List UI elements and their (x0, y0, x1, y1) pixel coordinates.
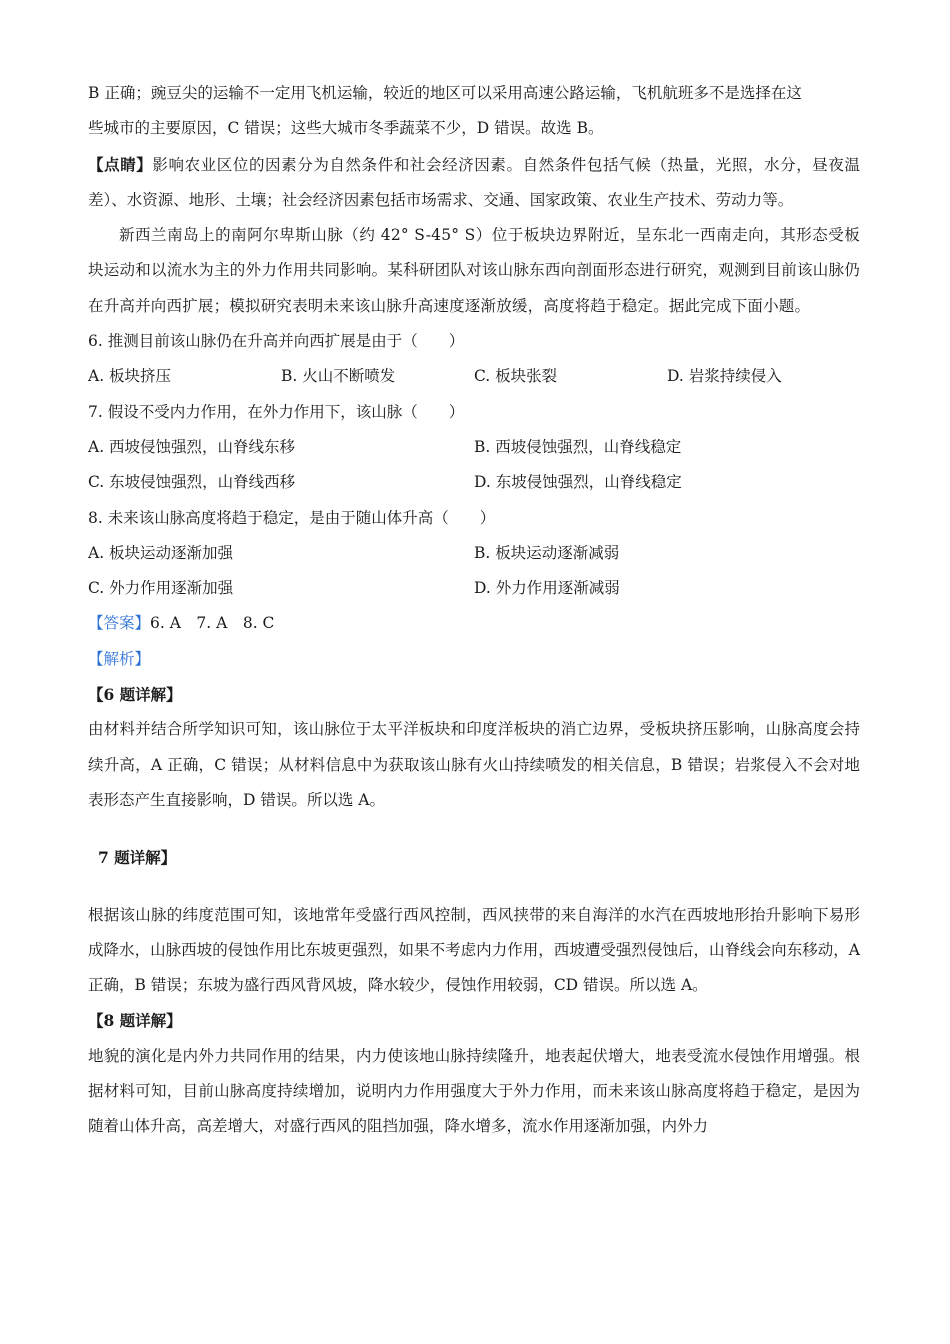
question-7-option-a: A. 西坡侵蚀强烈，山脊线东移 (88, 437, 296, 456)
spacer (88, 818, 860, 840)
detail-7-text: 根据该山脉的纬度范围可知，该地常年受盛行西风控制，西风挟带的来自海洋的水汽在西坡地形抬升影响下易形成降水，山脉西坡的侵蚀作用比东坡更强烈，如果不考虑内力作用，西坡遭受强烈侵蚀后，山脊线会向东移动，A 正确，B 错误；东坡为盛行西风背风坡，降水较少，侵蚀作用较弱，CD 错误。所以选 A。 (88, 905, 860, 995)
question-6-option-d: D. 岩浆持续侵入 (667, 367, 782, 386)
top-paragraph-line-2: 些城市的主要原因，C 错误；这些大城市冬季蔬菜不少，D 错误。故选 B。 (88, 119, 604, 138)
answer-text: 6. A 7. A 8. C (150, 614, 275, 633)
question-8-options-row-2 (88, 571, 860, 606)
detail-8-label: 【8 题详解】 (88, 1011, 182, 1031)
question-8-options-row-1 (88, 536, 860, 571)
question-7-option-b: B. 西坡侵蚀强烈，山脊线稳定 (474, 437, 682, 456)
question-6-option-c: C. 板块张裂 (474, 367, 558, 386)
top-paragraph-line-1: B 正确；豌豆尖的运输不一定用飞机运输，较近的地区可以采用高速公路运输，飞机航班多不是选择在这 (88, 84, 802, 102)
question-6-options (88, 359, 860, 394)
question-6-stem: 6. 推测目前该山脉仍在升高并向西扩展是由于（ ） (88, 332, 465, 351)
question-8-option-c: C. 外力作用逐渐加强 (88, 579, 234, 598)
document-page (88, 76, 860, 1145)
question-8-option-b: B. 板块运动逐渐减弱 (474, 543, 620, 562)
question-8-stem: 8. 未来该山脉高度将趋于稳定，是由于随山体升高（ ） (88, 508, 496, 527)
question-7-options-row-2 (88, 465, 860, 500)
question-8-option-d: D. 外力作用逐渐减弱 (474, 579, 620, 598)
spacer (88, 876, 860, 898)
reading-passage: 新西兰南岛上的南阿尔卑斯山脉（约 42° S-45° S）位于板块边界附近，呈东北一西南走向，其形态受板块运动和以流水为主的外力作用共同影响。某科研团队对该山脉东西向剖面形态进行研究，观测到目前该山脉仍在升高并向西扩展；模拟研究表明未来该山脉升高速度逐渐放缓，高度将趋于稳定。据此完成下面小题。 (88, 226, 860, 315)
question-7-options-row-1 (88, 430, 860, 465)
answer-label: 【答案】 (88, 614, 151, 633)
answer-line (88, 606, 860, 641)
question-7-stem: 7. 假设不受内力作用，在外力作用下，该山脉（ ） (88, 402, 465, 421)
question-7-option-c: C. 东坡侵蚀强烈，山脊线西移 (88, 473, 296, 492)
detail-7-label: 7 题详解】 (98, 848, 177, 868)
analysis-label: 【解析】 (88, 649, 151, 668)
dianjing-label: 【点睛】 (88, 154, 153, 174)
dianjing-text: 影响农业区位的因素分为自然条件和社会经济因素。自然条件包括气候（热量，光照，水分，昼夜温差）、水资源、地形、土壤；社会经济因素包括市场需求、交通、国家政策、农业生产技术、劳动力等。 (88, 155, 860, 209)
question-8-option-a: A. 板块运动逐渐加强 (88, 543, 234, 562)
detail-8-text: 地貌的演化是内外力共同作用的结果，内力使该地山脉持续隆升，地表起伏增大，地表受流水侵蚀作用增强。根据材料可知，目前山脉高度持续增加，说明内力作用强度大于外力作用，而未来该山脉高度将趋于稳定，是因为随着山体升高，高差增大，对盛行西风的阻挡加强，降水增多，流水作用逐渐加强，内外力 (88, 1046, 860, 1136)
question-7-option-d: D. 东坡侵蚀强烈，山脊线稳定 (474, 473, 682, 492)
detail-6-label: 【6 题详解】 (88, 685, 182, 705)
dianjing-paragraph (88, 147, 860, 219)
detail-6-text: 由材料并结合所学知识可知，该山脉位于太平洋板块和印度洋板块的消亡边界，受板块挤压影响，山脉高度会持续升高，A 正确，C 错误；从材料信息中为获取该山脉有火山持续喷发的相关信息，B 错误；岩浆侵入不会对地表形态产生直接影响，D 错误。所以选 A。 (88, 720, 860, 809)
question-6-option-a: A. 板块挤压 (88, 367, 172, 386)
question-6-option-b: B. 火山不断喷发 (281, 367, 396, 386)
